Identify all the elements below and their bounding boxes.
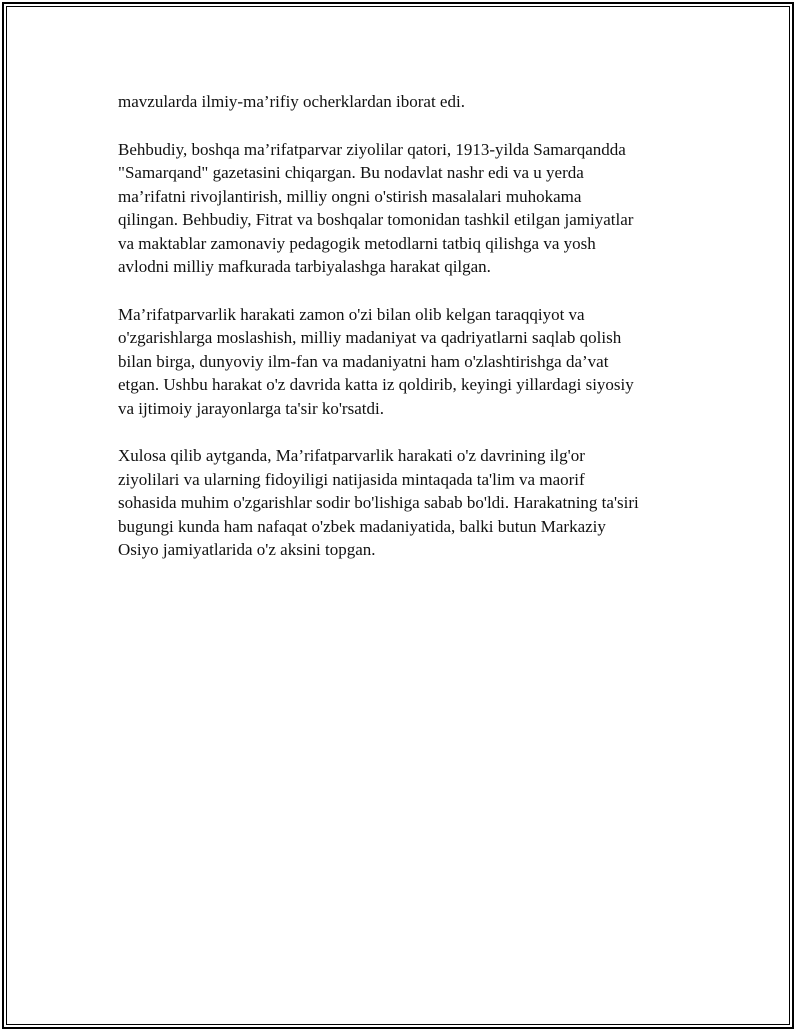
paragraph-4: Xulosa qilib aytganda, Ma’rifatparvarlik harakati o'z davrining ilg'or ziyolilari va ularning fidoyiligi natijasida mintaqada ta'lim va maorif sohasida muhim o'zgarishlar sodir bo'lishiga sabab bo'ldi. Harakatning ta'siri bugungi kunda ham nafaqat o'zbek madaniyatida, balki butun Markaziy Osiyo jamiyatlarida o'z aksini topgan. bbox=[118, 446, 639, 559]
document-body bbox=[118, 90, 693, 586]
paragraph-1: mavzularda ilmiy-ma’rifiy ocherklardan iborat edi. bbox=[118, 92, 465, 111]
paragraph-3: Ma’rifatparvarlik harakati zamon o'zi bilan olib kelgan taraqqiyot va o'zgarishlarga moslashish, milliy madaniyat va qadriyatlarni saqlab qolish bilan birga, dunyoviy ilm-fan va madaniyatni ham o'zlashtirishga da’vat etgan. Ushbu harakat o'z davrida katta iz qoldirib, keyingi yillardagi siyosiy va ijtimoiy jarayonlarga ta'sir ko'rsatdi. bbox=[118, 304, 634, 418]
paragraph-2: Behbudiy, boshqa ma’rifatparvar ziyolilar qatori, 1913-yilda Samarqandda "Samarqand" gazetasini chiqargan. Bu nodavlat nashr edi va u yerda ma’rifatni rivojlantirish, milliy ongni o'stirish masalalari muhokama qilingan. Behbudiy, Fitrat va boshqalar tomonidan tashkil etilgan jamiyatlar va maktablar zamonaviy pedagogik metodlarni tatbiq qilishga va yosh avlodni milliy mafkurada tarbiyalashga harakat qilgan. bbox=[118, 139, 634, 276]
